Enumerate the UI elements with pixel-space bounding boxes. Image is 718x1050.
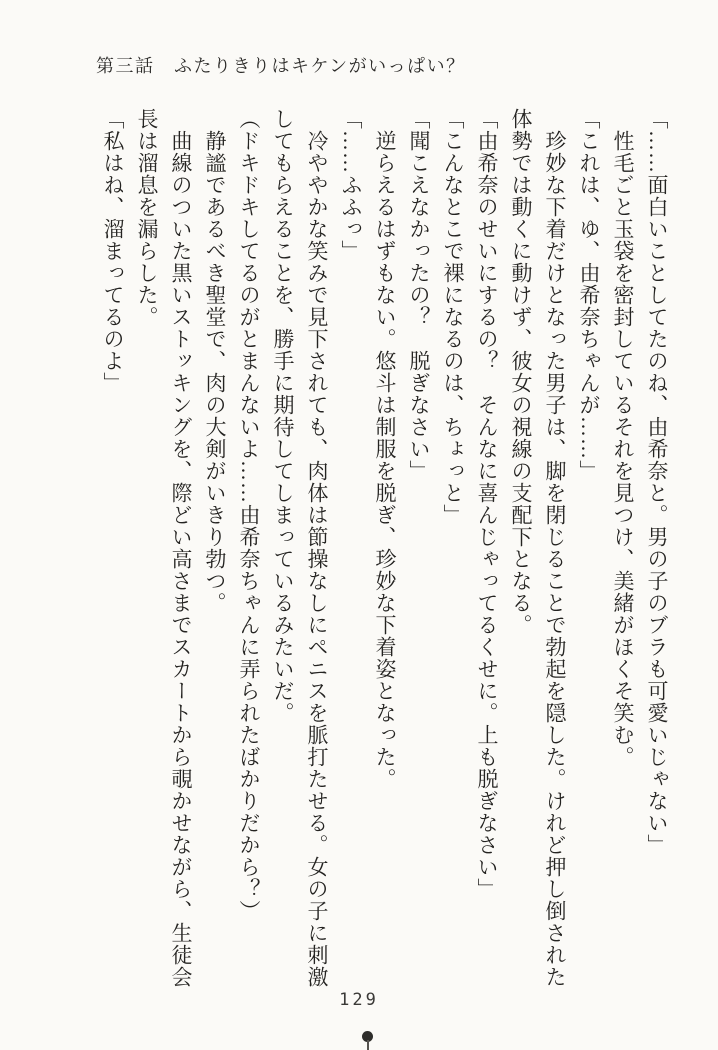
text-column: 「由希奈のせいにするの？ そんなに喜んじゃってるくせに。上も脱ぎなさい」 [475,108,499,900]
text-column: 珍妙な下着だけとなった男子は、脚を閉じることで勃起を隠した。けれど押し倒された [543,130,567,988]
text-column: 曲線のついた黒いストッキングを、際どい高さまでスカートから覗かせながら、生徒会 [169,130,193,988]
page-number: 129 [339,990,379,1010]
text-body [96,108,674,994]
text-column: 「これは、ゆ、由希奈ちゃんが……」 [577,108,601,482]
text-column: 性毛ごと玉袋を密封しているそれを見つけ、美緒がほくそ笑む。 [611,130,635,768]
text-column: 冷ややかな笑みで見下されても、肉体は節操なしにペニスを脈打たせる。女の子に刺激 [305,130,329,988]
text-column: 「こんなとこで裸になるのは、ちょっと」 [441,108,465,526]
text-column: 長は溜息を漏らした。 [135,108,159,328]
text-column: してもらえることを、勝手に期待してしまっているみたいだ。 [271,108,295,724]
text-column: 「私はね、溜まってるのよ」 [101,108,125,394]
text-column: 「……面白いことしてたのね、由希奈と。男の子のブラも可愛いじゃない」 [645,108,669,856]
text-column: 「……ふふっ」 [339,108,363,262]
binding-stem-icon [367,1040,369,1050]
text-column: 静謐であるべき聖堂で、肉の大剣がいきり勃つ。 [203,130,227,614]
text-column: 逆らえるはずもない。悠斗は制服を脱ぎ、珍妙な下着姿となった。 [373,130,397,790]
chapter-header: 第三話 ふたりきりはキケンがいっぱい？ [96,56,466,76]
text-column: 体勢では動くに動けず、彼女の視線の支配下となる。 [509,108,533,636]
text-column: （ドキドキしてるのがとまんないよ……由希奈ちゃんに弄られたばかりだから？） [237,108,261,922]
text-column: 「聞こえなかったの？ 脱ぎなさい」 [407,108,431,482]
